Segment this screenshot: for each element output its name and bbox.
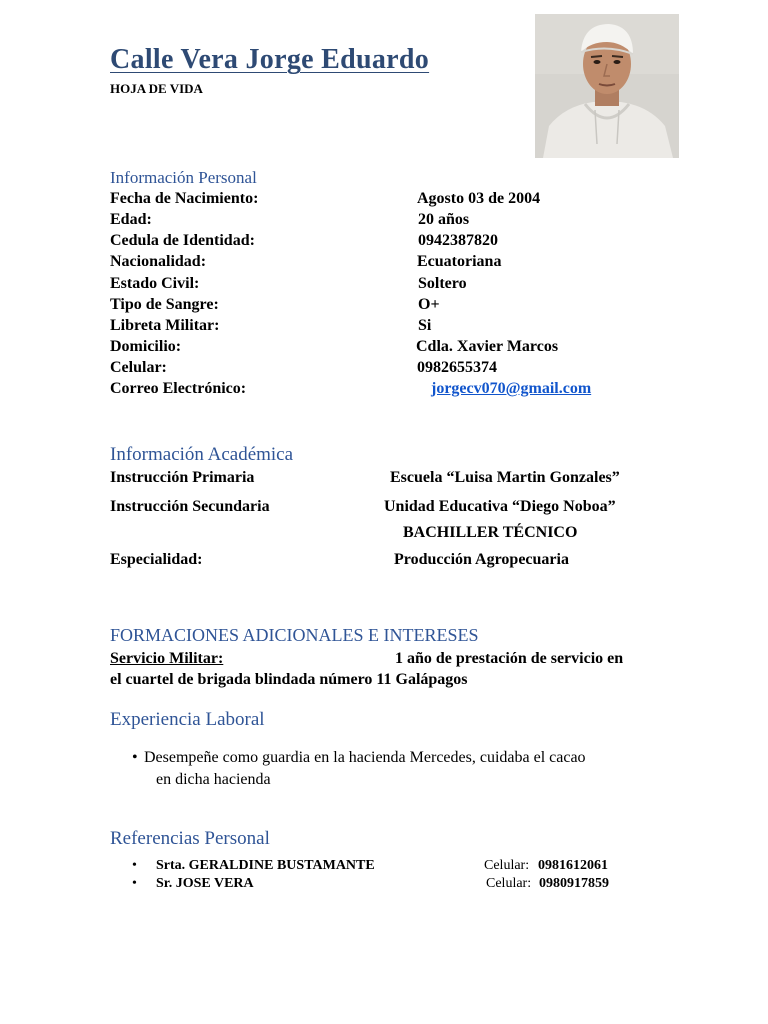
info-value: 0942387820 [418, 232, 498, 249]
info-row-nationality [110, 253, 710, 274]
reference-phone-label: Celular: [486, 876, 532, 891]
bullet-icon: • [132, 876, 137, 891]
info-label: Estado Civil: [110, 275, 200, 292]
reference-phone: 0980917859 [539, 876, 609, 891]
info-label: Celular: [110, 359, 167, 376]
personal-info-title: Información Personal [110, 168, 257, 187]
info-value: Soltero [418, 275, 467, 292]
info-row-address [110, 338, 710, 359]
info-value: Agosto 03 de 2004 [417, 190, 541, 207]
degree-title: BACHILLER TÉCNICO [403, 524, 578, 541]
info-row-military-book [110, 317, 710, 338]
info-row-age [110, 211, 710, 232]
document-subtitle: HOJA DE VIDA [110, 81, 203, 96]
info-label: Domicilio: [110, 338, 182, 355]
info-row-blood-type [110, 296, 710, 317]
reference-phone: 0981612061 [538, 858, 608, 873]
specialty-value: Producción Agropecuaria [394, 551, 569, 568]
primary-school-value: Escuela “Luisa Martin Gonzales” [390, 469, 620, 486]
reference-item [130, 876, 690, 894]
info-label: Tipo de Sangre: [110, 296, 219, 313]
additional-training-title: FORMACIONES ADICIONALES E INTERESES [110, 625, 479, 645]
info-label: Fecha de Nacimiento: [110, 190, 259, 207]
info-row-phone [110, 359, 710, 380]
person-name: Calle Vera Jorge Eduardo [110, 44, 430, 75]
military-service-value-line1: 1 año de prestación de servicio en [395, 650, 624, 667]
work-experience-title: Experiencia Laboral [110, 709, 265, 730]
profile-photo [535, 14, 679, 158]
info-label: Cedula de Identidad: [110, 232, 255, 249]
reference-name: Sr. JOSE VERA [156, 876, 254, 891]
secondary-school-value: Unidad Educativa “Diego Noboa” [384, 498, 616, 515]
info-value: 20 años [418, 211, 470, 228]
person-photo-icon [535, 14, 679, 158]
references-title: Referencias Personal [110, 828, 270, 849]
secondary-school-label: Instrucción Secundaria [110, 498, 270, 515]
experience-line1: Desempeñe como guardia en la hacienda Mercedes, cuidaba el cacao [144, 749, 586, 766]
info-row-id [110, 232, 710, 253]
specialty-label: Especialidad: [110, 551, 203, 568]
info-row-email [110, 380, 710, 401]
info-label: Correo Electrónico: [110, 380, 247, 397]
info-value: O+ [418, 296, 440, 313]
primary-school-label: Instrucción Primaria [110, 469, 255, 486]
info-value: Cdla. Xavier Marcos [416, 338, 559, 355]
experience-bullet-icon: • [132, 749, 138, 766]
info-label: Libreta Militar: [110, 317, 220, 334]
bullet-icon: • [132, 858, 137, 873]
military-service-label: Servicio Militar: [110, 650, 224, 667]
academic-info-title: Información Académica [110, 444, 294, 465]
info-value: Ecuatoriana [417, 253, 502, 270]
reference-item [130, 858, 690, 876]
info-label: Edad: [110, 211, 152, 228]
email-link[interactable]: jorgecv070@gmail.com [431, 380, 592, 397]
info-value: 0982655374 [417, 359, 497, 376]
reference-name: Srta. GERALDINE BUSTAMANTE [156, 858, 375, 873]
info-value: Si [418, 317, 432, 334]
info-row-birthdate [110, 190, 710, 211]
info-row-civil-status [110, 275, 710, 296]
military-service-value-line2: el cuartel de brigada blindada número 11 Galápagos [110, 671, 468, 688]
reference-phone-label: Celular: [484, 858, 530, 873]
experience-line2: en dicha hacienda [156, 771, 271, 788]
info-label: Nacionalidad: [110, 253, 207, 270]
